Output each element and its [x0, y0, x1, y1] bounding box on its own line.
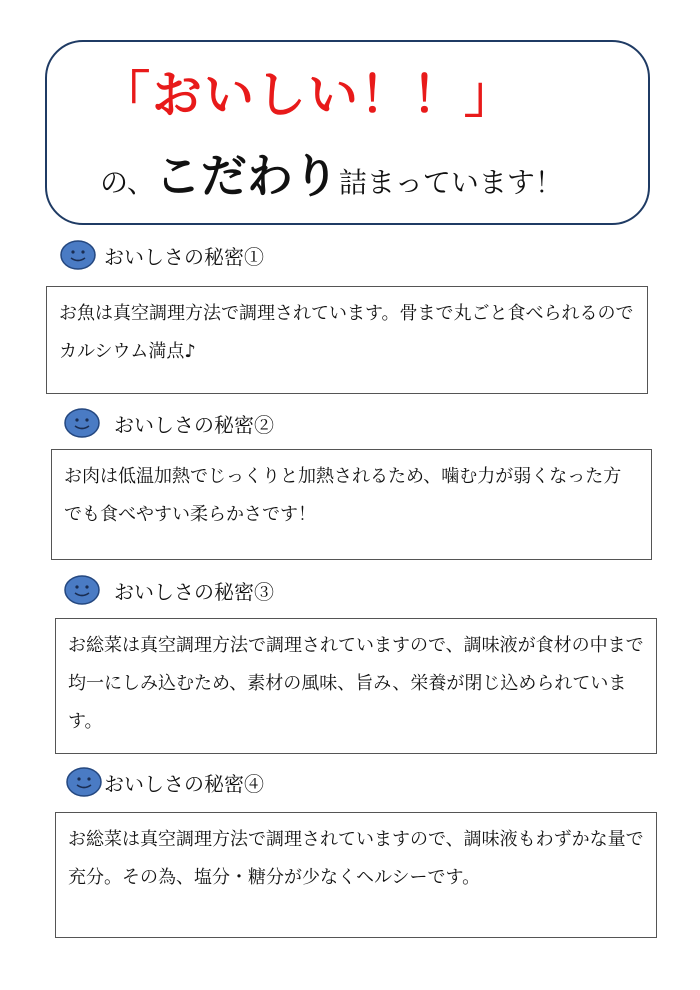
subline — [100, 140, 563, 206]
smiley-face-icon — [64, 575, 100, 605]
section-body-2: お肉は低温加熱でじっくりと加熱されるため、噛む力が弱くなった方でも食べやすい柔らかさです！ — [51, 449, 652, 560]
subline-suffix: 詰まっています！ — [338, 166, 563, 199]
section-title-4 — [66, 767, 264, 797]
section-body-4: お総菜は真空調理方法で調理されていますので、調味液もわずかな量で充分。その為、塩分・糖分が少なくヘルシーです。 — [55, 812, 657, 938]
section-title-text-3: おいしさの秘密③ — [114, 579, 274, 604]
smiley-face-icon — [64, 408, 100, 438]
section-title-text-4: おいしさの秘密④ — [104, 771, 264, 796]
section-title-3 — [64, 575, 274, 605]
smiley-face-icon — [60, 240, 96, 270]
section-body-3: お総菜は真空調理方法で調理されていますので、調味液が食材の中まで均一にしみ込むため、素材の風味、旨み、栄養が閉じ込められています。 — [55, 618, 657, 754]
section-title-text-1: おいしさの秘密① — [104, 244, 264, 269]
subline-prefix: の、 — [100, 166, 155, 199]
subline-emphasis: こだわり — [154, 149, 339, 203]
section-title-2 — [64, 408, 274, 438]
headline: 「おいしい！！」 — [100, 66, 516, 124]
section-title-text-2: おいしさの秘密② — [114, 412, 274, 437]
smiley-face-icon — [66, 767, 102, 797]
section-title-1 — [60, 240, 264, 270]
section-body-1: お魚は真空調理方法で調理されています。骨まで丸ごと食べられるのでカルシウム満点♪ — [46, 286, 648, 394]
